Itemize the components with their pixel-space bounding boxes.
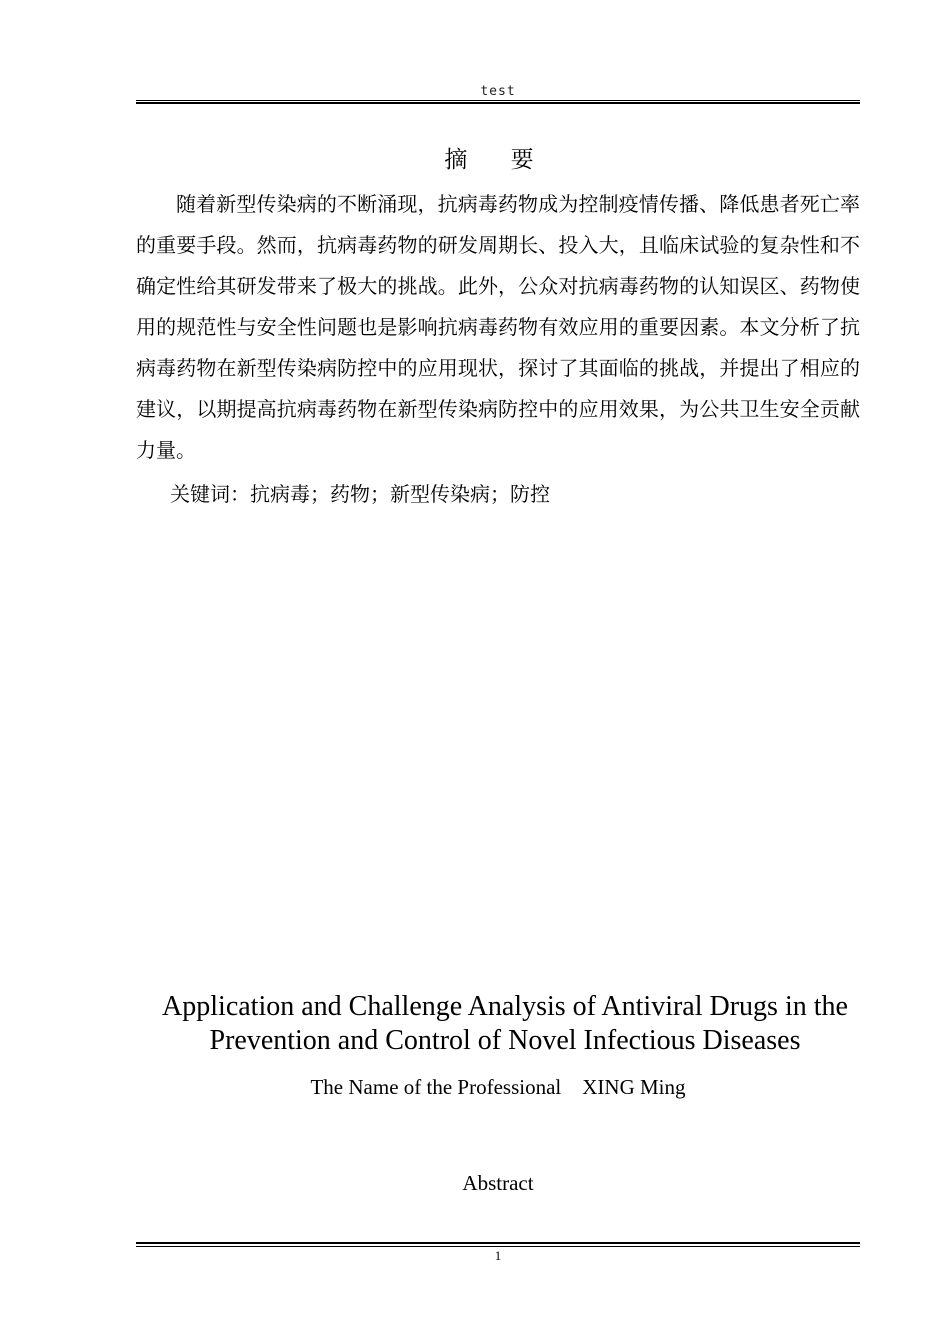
footer-rule-bottom (136, 1246, 860, 1247)
author-line: The Name of the Professional XING Ming (310, 1075, 686, 1099)
keywords-label: 关键词： (170, 482, 250, 506)
keywords-values: 抗病毒；药物；新型传染病；防控 (250, 482, 550, 506)
header-rule-top (136, 100, 860, 101)
abstract-cn-title: 摘 要 (444, 147, 552, 173)
keywords-line (170, 475, 550, 513)
abstract-cn-body: 随着新型传染病的不断涌现，抗病毒药物成为控制疫情传播、降低患者死亡率的重要手段。然而，抗病毒药物的研发周期长、投入大，且临床试验的复杂性和不确定性给其研发带来了极大的挑战。此外，公众对抗病毒药物的认知误区、药物使用的规范性与安全性问题也是影响抗病毒药物有效应用的重要因素。本文分析了抗病毒药物在新型传染病防控中的应用现状，探讨了其面临的挑战，并提出了相应的建议，以期提高抗病毒药物在新型传染病防控中的应用效果，为公共卫生安全贡献力量。 (136, 192, 860, 462)
page-number: 1 (494, 1248, 502, 1263)
english-abstract-heading: Abstract (462, 1171, 534, 1195)
running-header: test (480, 84, 516, 99)
footer-rule-top (136, 1242, 860, 1244)
header-rule-bottom (136, 102, 860, 104)
english-title: Application and Challenge Analysis of Antiviral Drugs in the Prevention and Control of Novel Infectious Diseases (162, 991, 848, 1056)
